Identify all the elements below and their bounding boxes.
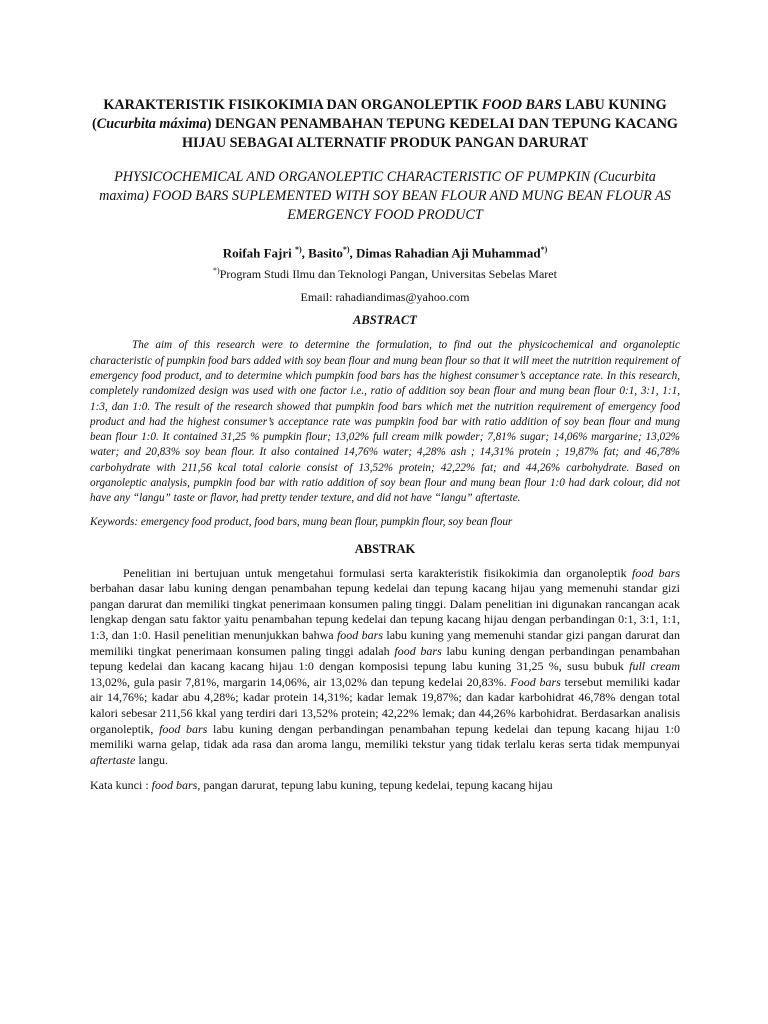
abstract-heading: ABSTRACT [353,313,417,328]
title-id-part-1: KARAKTERISTIK FISIKOKIMIA DAN ORGANOLEPTIK [103,97,482,113]
title-id-part-3: ) DENGAN PENAMBAHAN TEPUNG KEDELAI DAN TEPUNG KACANG HIJAU SEBAGAI ALTERNATIF PRODUK PANGAN DARURAT [181,116,678,151]
affiliation-mark: *) [213,266,220,276]
affiliation-text: Program Studi Ilmu dan Teknologi Pangan, Universitas Sebelas Maret [219,267,557,282]
kata-kunci [90,778,680,794]
abstrak-italic-4: full cream [629,659,680,674]
abstrak-text [90,566,680,769]
abstrak-italic-5: Food bars [510,674,561,689]
abstrak-seg-2: berbahan dasar labu kuning dengan penambahan tepung kedelai dan tepung kacang hijau yang memenuhi standar gizi pangan darurat dan memiliki tingkat penerimaan konsumen paling tinggi. Dalam penelitian ini digunakan rancangan acak lengkap dengan satu faktor yaitu penambahan tepung kedelai dan tepung kacang hijau dengan perbandingan 0:1, 3:1, 1:1, 1:3, dan 1:0. Hasil penelitian menunjukkan bahwa [90,581,680,642]
abstrak-italic-2: food bars [336,627,383,642]
abstrak-seg-1: Penelitian ini bertujuan untuk mengetahui formulasi serta karakteristik fisikokimia dan organoleptik [123,565,632,580]
keywords: Keywords: emergency food product, food bars, mung bean flour, pumpkin flour, soy bean flour [90,515,513,528]
paper-page [90,96,680,794]
email-line: Email: rahadiandimas@yahoo.com [300,290,470,305]
title-indonesian [90,96,680,153]
abstract-text: The aim of this research were to determine the formulation, to find out the physicochemical and organoleptic characteristic of pumpkin food bars added with soy bean flour and mung bean flour so that it will meet the nutrition requirement of emergency food product, and to determine which pumpkin food bars has the highest consumer’s acceptance rate. In this research, completely randomized design was used with one factor i.e., ratio of addition soy bean flour and mung bean flour 0:1, 3:1, 1:1, 1:3, dan 1:0. The result of the research showed that pumpkin food bars which met the nutrition requirement of emergency food product and had the highest consumer’s acceptance rate was pumpkin food bar with ratio addition of soy bean flour and mung bean flour 1:0. It contained 31,25 % pumpkin flour; 13,02% full cream milk powder; 7,81% sugar; 14,06% margarine; 13,02% water; and 20,83% soy bean flour. It also contained 14,76% water; 4,28% ash ; 14,31% protein ; 19,87% fat; and 46,78% carbohydrate with 211,56 kcal total calorie consist of 13,52% protein; 42,22% fat; and 44,26% carbohydrate. Based on organoleptic analysis, pumpkin food bar with ratio addition of soy bean flour and mung bean flour 1:0 had dark colour, did not have any “langu” taste or flavor, had pretty tender texture, and did not have “langu” aftertaste. [90,339,680,505]
author-3-mark: *) [540,245,548,254]
title-english: PHYSICOCHEMICAL AND ORGANOLEPTIC CHARACTERISTIC OF PUMPKIN (Cucurbita maxima) FOOD BARS SUPLEMENTED WITH SOY BEAN FLOUR AND MUNG BEAN FLOUR AS EMERGENCY FOOD PRODUCT [99,169,671,223]
abstrak-seg-3: labu kuning yang memenuhi standar gizi pangan darurat dan memiliki tingkat penerimaan konsumen paling tinggi adalah [90,627,680,658]
kata-kunci-rest: , pangan darurat, tepung labu kuning, tepung kedelai, tepung kacang hijau [197,778,553,793]
kata-kunci-italic: food bars [151,778,198,793]
abstrak-seg-8: langu. [135,752,168,767]
abstrak-heading: ABSTRAK [354,541,416,556]
author-1-mark: *) [294,245,302,254]
title-id-italic-1: FOOD BARS [481,97,562,113]
abstrak-seg-5: 13,02%, gula pasir 7,81%, margarin 14,06%, air 13,02% dan tepung kedelai 20,83%. [90,674,511,689]
author-3: , Dimas Rahadian Aji Muhammad [349,245,541,261]
abstrak-italic-6: food bars [159,721,208,736]
abstrak-italic-7: aftertaste [90,752,136,767]
abstrak-italic-1: food bars [631,565,680,580]
author-2: , Basito [301,245,343,261]
author-1: Roifah Fajri [222,245,295,261]
affiliation [90,263,680,282]
abstrak-seg-4: labu kuning dengan perbandingan penambahan tepung kedelai dan kacang kacang hijau 1:0 dengan komposisi tepung labu kuning 31,25 %, susu bubuk [90,643,680,674]
kata-kunci-label: Kata kunci : [90,778,152,793]
title-id-part-2: LABU KUNING ( [92,97,667,132]
title-id-italic-2: Cucurbita máxima [96,116,207,132]
author-list [90,241,680,261]
abstrak-seg-7: labu kuning dengan perbandingan penambahan tepung kedelai dan tepung kacang hijau 1:0 memiliki warna gelap, tidak ada rasa dan aroma langu, memiliki tekstur yang tidak terlalu keras serta tidak mempunyai [90,721,680,752]
abstrak-seg-6: tersebut memiliki kadar air 14,76%; kadar abu 4,28%; kadar protein 14,31%; kadar lemak 19,87%; dan kadar karbohidrat 46,78% dengan total kalori sebesar 211,56 kkal yang terdiri dari 13,52% protein; 42,22% lemak; dan 44,26% karbohidrat. Berdasarkan analisis organoleptik, [90,674,680,736]
abstrak-italic-3: food bars [394,643,442,658]
author-2-mark: *) [342,245,350,254]
